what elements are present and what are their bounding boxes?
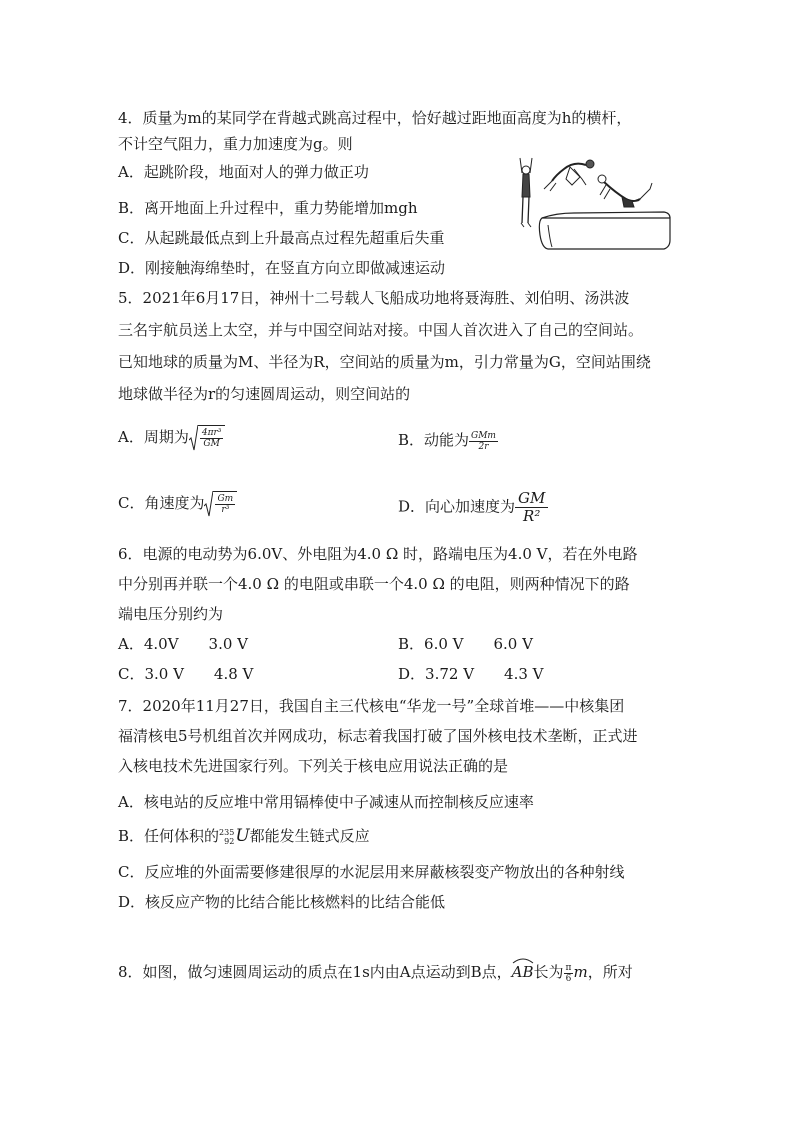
- q5-option-c-label: C．角速度为: [118, 494, 205, 512]
- q5-option-b: [398, 430, 498, 452]
- q5-option-a-formula: [189, 425, 226, 451]
- q8-length-denominator: 6: [565, 973, 572, 984]
- q7-stem-line2: 福清核电5号机组首次并网成功，标志着我国打破了国外核电技术垄断，正式进: [118, 727, 638, 745]
- q7-option-d: D．核反应产物的比结合能比核燃料的比结合能低: [118, 893, 446, 911]
- q5-stem-line1: 5．2021年6月17日，神州十二号载人飞船成功地将聂海胜、刘伯明、汤洪波: [118, 289, 630, 307]
- q5-option-c-formula: [204, 491, 237, 517]
- q6-option-a: A．4.0V 3.0 V: [118, 635, 248, 653]
- q7-option-b-suffix: 都能发生链式反应: [249, 827, 370, 845]
- q4-stem-line1: 4．质量为m的某同学在背越式跳高过程中，恰好越过距地面高度为h的横杆，: [118, 109, 632, 127]
- q5-option-b-label: B．动能为: [398, 431, 470, 449]
- q8-arc-label: AB: [511, 963, 534, 981]
- q7-option-b: [118, 826, 370, 846]
- q4-option-d: D．刚接触海绵垫时，在竖直方向立即做减速运动: [118, 259, 446, 277]
- q5-option-d-numerator: GM: [515, 490, 548, 508]
- q4-option-a: A．起跳阶段，地面对人的弹力做正功: [118, 163, 369, 181]
- q5-option-b-denominator: 2r: [478, 441, 489, 452]
- q5-option-c-numerator: Gm: [217, 493, 234, 504]
- q8-stem-line1: [118, 962, 633, 984]
- q5-option-a-label: A．周期为: [118, 428, 189, 446]
- q5-option-c-denominator: r³: [221, 504, 230, 515]
- q6-stem-line2: 中分别再并联一个4.0 Ω 的电阻或串联一个4.0 Ω 的电阻，则两种情况下的路: [118, 575, 630, 593]
- q5-option-a-denominator: GM: [203, 438, 220, 449]
- q7-stem-line3: 入核电技术先进国家行列。下列关于核电应用说法正确的是: [118, 757, 509, 775]
- q7-uranium-isotope: [219, 828, 234, 846]
- q5-stem-line4: 地球做半径为r的匀速圆周运动，则空间站的: [118, 385, 411, 403]
- q5-option-a: [118, 425, 225, 451]
- q6-option-d: D．3.72 V 4.3 V: [398, 665, 544, 683]
- q8-length-unit: m: [573, 963, 588, 981]
- q5-stem-line3: 已知地球的质量为M、半径为R，空间站的质量为m，引力常量为G，空间站围绕: [118, 353, 651, 371]
- q8-length-fraction: [564, 963, 574, 984]
- q4-option-b: B．离开地面上升过程中，重力势能增加mgh: [118, 199, 418, 217]
- q4-option-c: C．从起跳最低点到上升最高点过程先超重后失重: [118, 229, 445, 247]
- q5-option-d-label: D．向心加速度为: [398, 497, 516, 516]
- q7-stem-line1: 7．2020年11月27日，我国自主三代核电“华龙一号”全球首堆——中核集团: [118, 697, 625, 715]
- q5-option-b-formula: [469, 431, 498, 452]
- q5-stem-line2: 三名宇航员送上太空，并与中国空间站对接。中国人首次进入了自己的空间站。: [118, 321, 644, 339]
- q5-option-c: [118, 491, 237, 517]
- q8-arc-ab: [512, 962, 534, 982]
- q5-option-b-numerator: GMm: [471, 430, 496, 441]
- q8-stem-part2: 长为: [533, 963, 564, 981]
- q6-option-c: C．3.0 V 4.8 V: [118, 665, 254, 683]
- q5-option-d-formula: [515, 490, 548, 525]
- q6-stem-line3: 端电压分别约为: [118, 605, 224, 623]
- q5-option-d: [398, 490, 548, 525]
- q8-length-numerator: π: [565, 962, 572, 973]
- q7-mass-number: 235: [219, 828, 235, 837]
- q4-stem-line2: 不计空气阻力，重力加速度为g。则: [118, 135, 353, 153]
- q7-option-c: C．反应堆的外面需要修建很厚的水泥层用来屏蔽核裂变产物放出的各种射线: [118, 863, 625, 881]
- q5-option-a-numerator: 4πr³: [201, 427, 222, 438]
- q7-element-symbol: U: [235, 826, 250, 846]
- q7-charge-number: 92: [224, 837, 235, 846]
- q6-stem-line1: 6．电源的电动势为6.0V、外电阻为4.0 Ω 时，路端电压为4.0 V，若在外电路: [118, 545, 638, 563]
- q7-option-a: A．核电站的反应堆中常用镉棒使中子减速从而控制核反应速率: [118, 793, 534, 811]
- q6-option-b: B．6.0 V 6.0 V: [398, 635, 533, 653]
- q5-option-d-denominator: R²: [523, 507, 541, 525]
- high-jump-illustration: [504, 155, 674, 250]
- q8-stem-part1: 8．如图，做匀速圆周运动的质点在1s内由A点运动到B点，: [118, 963, 512, 981]
- q7-option-b-label: B．任何体积的: [118, 827, 220, 845]
- q8-stem-part3: ，所对: [587, 963, 633, 981]
